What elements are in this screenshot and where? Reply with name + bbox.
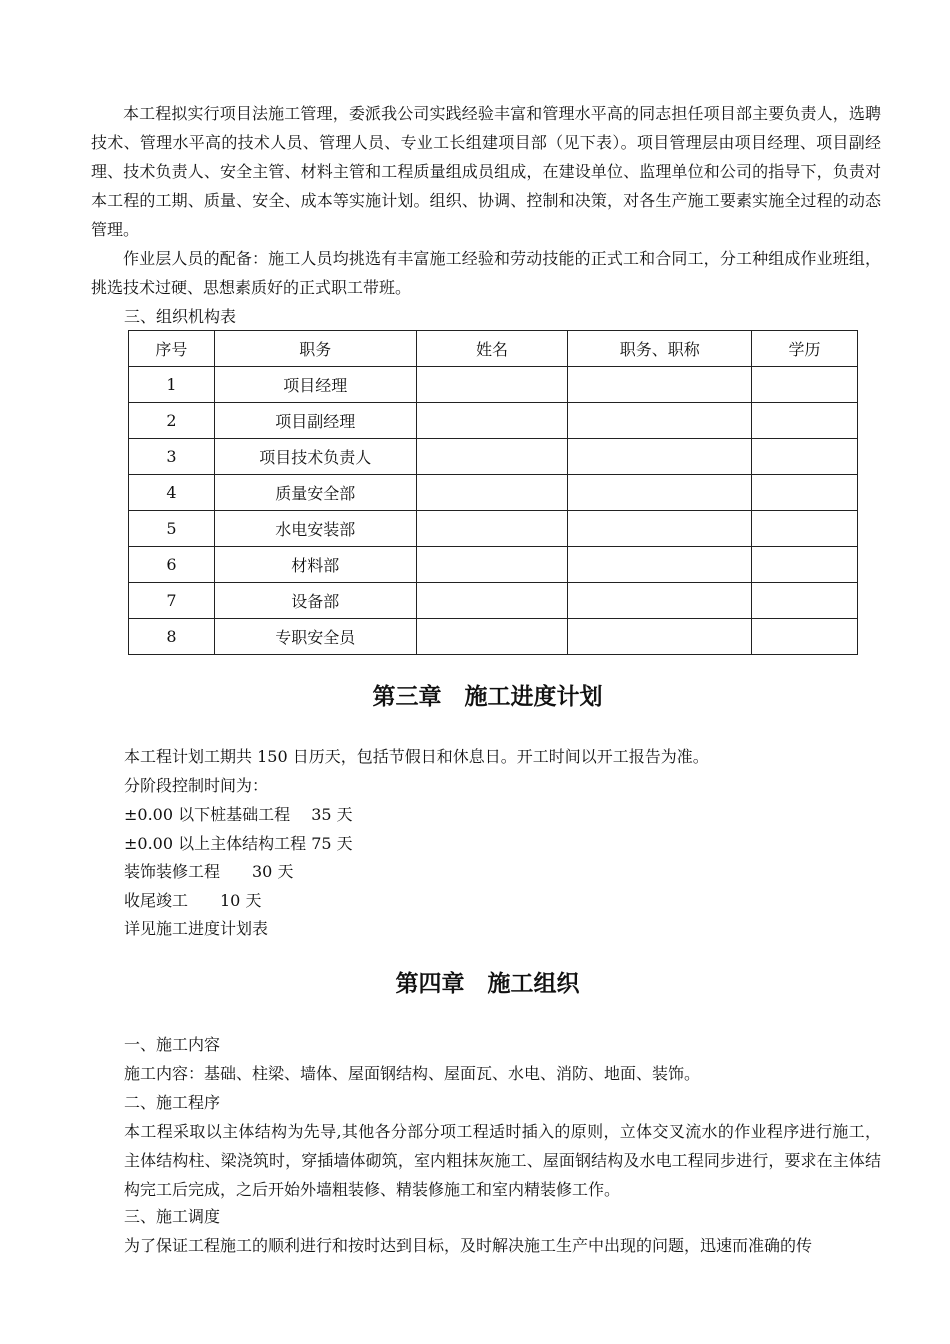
cell-education	[752, 547, 858, 583]
org-paragraph-1: 本工程拟实行项目法施工管理，委派我公司实践经验丰富和管理水平高的同志担任项目部主要负责人，选聘技术、管理水平高的技术人员、管理人员、专业工长组建项目部（见下表）。项目管理层由项目经理、项目副经理、技术负责人、安全主管、材料主管和工程质量组成员组成，在建设单位、监理单位和公司的指导下，负责对本工程的工期、质量、安全、成本等实施计划。组织、协调、控制和决策，对各生产施工要素实施全过程的动态管理。	[91, 104, 881, 239]
cell-name	[416, 439, 568, 475]
cell-education	[752, 475, 858, 511]
cell-name	[416, 367, 568, 403]
cell-name	[416, 619, 568, 655]
schedule-line-5: 装饰装修工程 30 天	[124, 862, 294, 881]
procedure-paragraph: 本工程采取以主体结构为先导,其他各分部分项工程适时插入的原则，立体交叉流水的作业程序进行施工，主体结构柱、梁浇筑时，穿插墙体砌筑，室内粗抹灰施工、屋面钢结构及水电工程同步进行，要求在主体结构完工后完成，之后开始外墙粗装修、精装修施工和室内精装修工作。	[124, 1122, 881, 1199]
header-name: 姓名	[416, 331, 568, 367]
cell-name	[416, 547, 568, 583]
cell-title	[568, 475, 752, 511]
cell-role: 项目技术负责人	[214, 439, 416, 475]
cell-no: 2	[129, 403, 215, 439]
schedule-line-1: 本工程计划工期共 150 日历天，包括节假日和休息日。开工时间以开工报告为准。	[124, 747, 709, 766]
cell-title	[568, 403, 752, 439]
dispatch-paragraph: 为了保证工程施工的顺利进行和按时达到目标，及时解决施工生产中出现的问题，迅速而准确的传	[124, 1236, 813, 1255]
cell-education	[752, 367, 858, 403]
table-header-row	[129, 331, 858, 367]
cell-title	[568, 367, 752, 403]
cell-education	[752, 439, 858, 475]
section-heading-procedure: 二、施工程序	[124, 1093, 221, 1112]
cell-role: 质量安全部	[214, 475, 416, 511]
cell-name	[416, 403, 568, 439]
table-row	[129, 583, 858, 619]
table-row	[129, 547, 858, 583]
section-heading-dispatch: 三、施工调度	[124, 1207, 221, 1226]
cell-no: 8	[129, 619, 215, 655]
cell-title	[568, 547, 752, 583]
cell-role: 材料部	[214, 547, 416, 583]
table-row	[129, 619, 858, 655]
org-paragraph-2: 作业层人员的配备：施工人员均挑选有丰富施工经验和劳动技能的正式工和合同工，分工种组成作业班组，挑选技术过硬、思想素质好的正式职工带班。	[91, 249, 881, 297]
header-no: 序号	[129, 331, 215, 367]
cell-title	[568, 619, 752, 655]
cell-title	[568, 511, 752, 547]
cell-education	[752, 511, 858, 547]
cell-no: 4	[129, 475, 215, 511]
cell-role: 水电安装部	[214, 511, 416, 547]
cell-no: 1	[129, 367, 215, 403]
cell-education	[752, 403, 858, 439]
cell-education	[752, 619, 858, 655]
chapter-3-title: 第三章 施工进度计划	[372, 683, 603, 710]
cell-title	[568, 439, 752, 475]
cell-no: 5	[129, 511, 215, 547]
org-structure-table	[128, 330, 858, 655]
schedule-line-2: 分阶段控制时间为：	[124, 776, 269, 795]
schedule-line-6: 收尾竣工 10 天	[124, 891, 262, 910]
cell-role: 设备部	[214, 583, 416, 619]
cell-name	[416, 583, 568, 619]
cell-education	[752, 583, 858, 619]
cell-no: 6	[129, 547, 215, 583]
cell-role: 项目副经理	[214, 403, 416, 439]
cell-name	[416, 475, 568, 511]
cell-no: 7	[129, 583, 215, 619]
header-title: 职务、职称	[568, 331, 752, 367]
table-row	[129, 403, 858, 439]
construction-content: 施工内容：基础、柱梁、墙体、屋面钢结构、屋面瓦、水电、消防、地面、装饰。	[124, 1064, 701, 1083]
header-role: 职务	[214, 331, 416, 367]
cell-role: 项目经理	[214, 367, 416, 403]
cell-no: 3	[129, 439, 215, 475]
table-row	[129, 475, 858, 511]
schedule-line-7: 详见施工进度计划表	[124, 919, 269, 938]
table-row	[129, 439, 858, 475]
table-row	[129, 511, 858, 547]
chapter-4-title: 第四章 施工组织	[395, 970, 580, 997]
cell-title	[568, 583, 752, 619]
table-title: 三、组织机构表	[124, 307, 237, 326]
cell-role: 专职安全员	[214, 619, 416, 655]
schedule-line-4: ±0.00 以上主体结构工程 75 天	[124, 834, 353, 853]
table-row	[129, 367, 858, 403]
section-heading-content: 一、施工内容	[124, 1035, 221, 1054]
header-education: 学历	[752, 331, 858, 367]
cell-name	[416, 511, 568, 547]
schedule-line-3: ±0.00 以下桩基础工程 35 天	[124, 805, 353, 824]
